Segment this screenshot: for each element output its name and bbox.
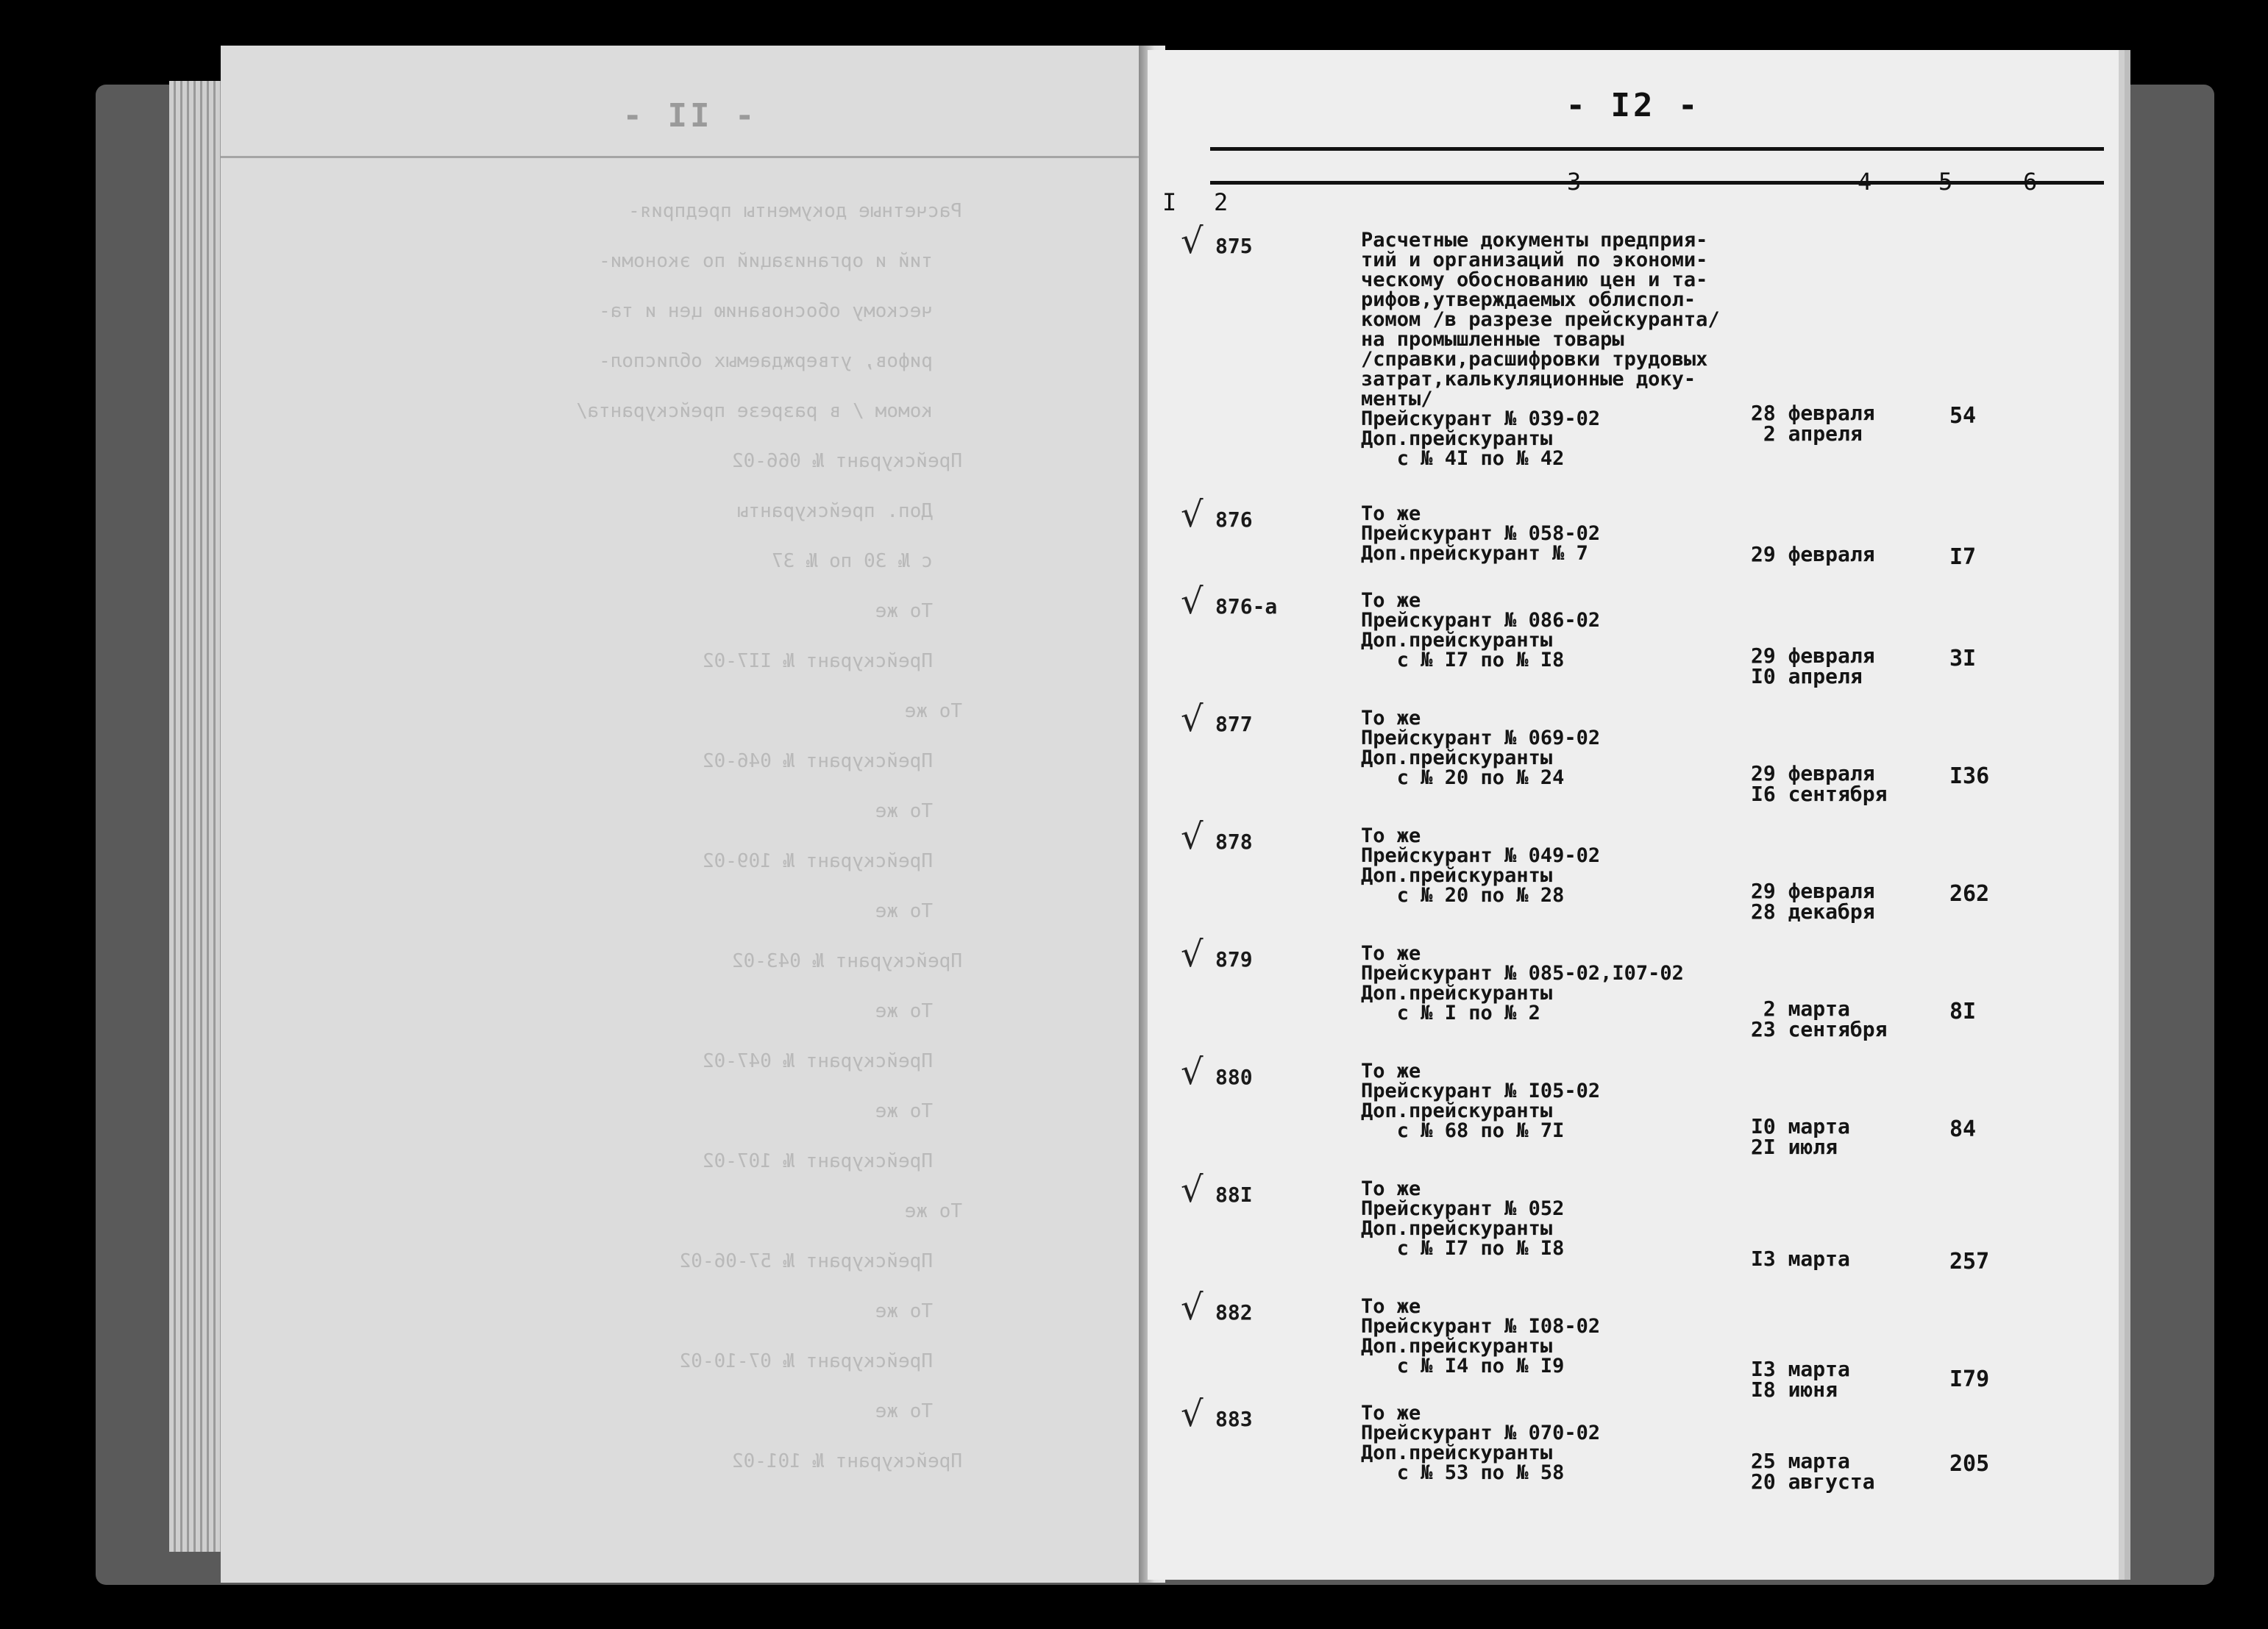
entry-sheet-count: 8I [1949,999,1977,1024]
entry-dates: 29 февраля I0 апреля [1751,644,1875,688]
entry-number: 876 [1215,507,1253,532]
left-page-bleed-through-text [221,46,1153,1583]
entry-description: То же Прейскурант № 058-02 Доп.прейскурант № 7 [1361,502,1601,565]
checkmark-icon: √ [1181,1169,1204,1211]
left-page [221,46,1153,1583]
entry-number: 88I [1215,1183,1253,1207]
ghost-line: Прейскурант № 046-02 [702,750,933,772]
checkmark-icon: √ [1181,934,1204,975]
ghost-line: То же [875,800,933,822]
ghost-line: Расчетные документы предприя- [628,200,962,222]
right-page [1148,50,2119,1580]
ghost-line: Прейскурант № 047-02 [702,1050,933,1072]
entry-dates: I3 марта I8 июня [1751,1357,1850,1402]
checkmark-icon: √ [1181,1287,1204,1328]
entry-description: То же Прейскурант № 085-02,I07-02 Доп.прейскуранты с № I по № 2 [1361,942,1684,1024]
ghost-line: То же [875,900,933,922]
entry-number: 883 [1215,1407,1253,1431]
checkmark-icon: √ [1181,1052,1204,1093]
entry-dates: 25 марта 20 августа [1751,1449,1875,1494]
column-header-2: 2 [1214,188,1229,216]
ghost-line: Прейскурант № 07-10-02 [679,1350,933,1372]
checkmark-icon: √ [1181,221,1204,262]
entry-description: То же Прейскурант № 070-02 Доп.прейскуранты с № 53 по № 58 [1361,1402,1601,1484]
ghost-line: ческому обоснованию цен и та- [599,300,933,322]
ghost-line: То же [875,1400,933,1422]
entry-sheet-count: I79 [1949,1366,1990,1392]
entry-dates: 29 февраля I6 сентября [1751,761,1888,806]
entry-description: То же Прейскурант № 086-02 Доп.прейскуранты с № I7 по № I8 [1361,589,1601,671]
entry-dates: I0 марта 2I июля [1751,1114,1850,1159]
ghost-line: То же [875,1100,933,1122]
entry-sheet-count: 257 [1949,1249,1990,1275]
entry-description: То же Прейскурант № 052 Доп.прейскуранты с № I7 по № I8 [1361,1177,1565,1260]
ghost-line: Прейскурант № 043-02 [731,950,962,972]
ghost-line: Прейскурант № 101-02 [731,1450,962,1472]
ghost-line: То же [875,600,933,622]
checkmark-icon: √ [1181,1394,1204,1435]
entry-sheet-count: I36 [1949,763,1990,789]
entry-number: 875 [1215,234,1253,258]
left-header-rule [221,156,1153,158]
ghost-line: Прейскурант № 57-06-02 [679,1250,933,1272]
ghost-line: комом / в разрезе прейскуранта/ [575,400,933,422]
entry-description: То же Прейскурант № I08-02 Доп.прейскуранты с № I4 по № I9 [1361,1295,1601,1377]
left-page-number: - II - [619,97,755,135]
entry-description: Расчетные документы предприя- тий и организаций по экономи- ческому обоснованию цен и та- рифов,утверждаемых облиспол- комом /в разрезе прейскуранта/ на промышленные товары /справки,расшифровки трудовых затрат,калькуляционные доку- менты/ Прейскурант № 039-02 Доп.прейскуранты с № 4I по № 42 [1361,229,1720,470]
ghost-line: Доп. прейскуранты [736,500,933,522]
ghost-line: Прейскурант № 066-02 [731,450,962,472]
entry-description: То же Прейскурант № 049-02 Доп.прейскуранты с № 20 по № 28 [1361,824,1601,907]
entry-dates: 29 февраля 28 декабря [1751,879,1875,924]
entry-dates: 29 февраля [1751,542,1875,566]
ghost-line: То же [875,1000,933,1022]
entry-sheet-count: 205 [1949,1451,1990,1477]
header-top-rule [1210,147,2104,151]
entry-number: 876-а [1215,594,1278,619]
ghost-line: с № 30 по № 37 [771,550,933,572]
column-header-1: I [1162,188,1177,216]
ghost-line: тий и организаций по экономи- [599,250,933,272]
ghost-line: То же [904,1200,962,1222]
column-header-5: 5 [1938,168,1953,196]
ghost-line: Прейскурант № II7-02 [702,650,933,672]
entry-number: 878 [1215,830,1253,854]
checkmark-icon: √ [1181,816,1204,858]
entry-number: 882 [1215,1300,1253,1325]
checkmark-icon: √ [1181,699,1204,740]
entry-number: 879 [1215,947,1253,972]
ghost-line: Прейскурант № 109-02 [702,850,933,872]
entry-description: То же Прейскурант № I05-02 Доп.прейскуранты с № 68 по № 7I [1361,1060,1601,1142]
ghost-line: То же [875,1300,933,1322]
column-header-3: 3 [1567,168,1582,196]
header-bottom-rule [1210,181,2104,185]
entry-dates: 2 марта 23 сентября [1751,997,1888,1041]
entry-sheet-count: 54 [1949,403,1977,429]
entry-description: То же Прейскурант № 069-02 Доп.прейскуранты с № 20 по № 24 [1361,707,1601,789]
ghost-line: То же [904,700,962,722]
column-header-4: 4 [1858,168,1872,196]
entry-sheet-count: 84 [1949,1116,1977,1142]
entry-number: 877 [1215,712,1253,736]
checkmark-icon: √ [1181,494,1204,535]
entry-sheet-count: 262 [1949,881,1990,907]
ghost-line: Прейскурант № 107-02 [702,1150,933,1172]
column-header-6: 6 [2023,168,2038,196]
entry-sheet-count: 3I [1949,646,1977,671]
right-page-number: - I2 - [1565,87,1701,124]
entry-dates: 28 февраля 2 апреля [1751,401,1875,446]
entry-number: 880 [1215,1065,1253,1089]
ghost-line: рифов, утверждаемых облиспол- [599,350,933,372]
entry-dates: I3 марта [1751,1247,1850,1271]
checkmark-icon: √ [1181,581,1204,622]
entry-sheet-count: I7 [1949,544,1977,570]
